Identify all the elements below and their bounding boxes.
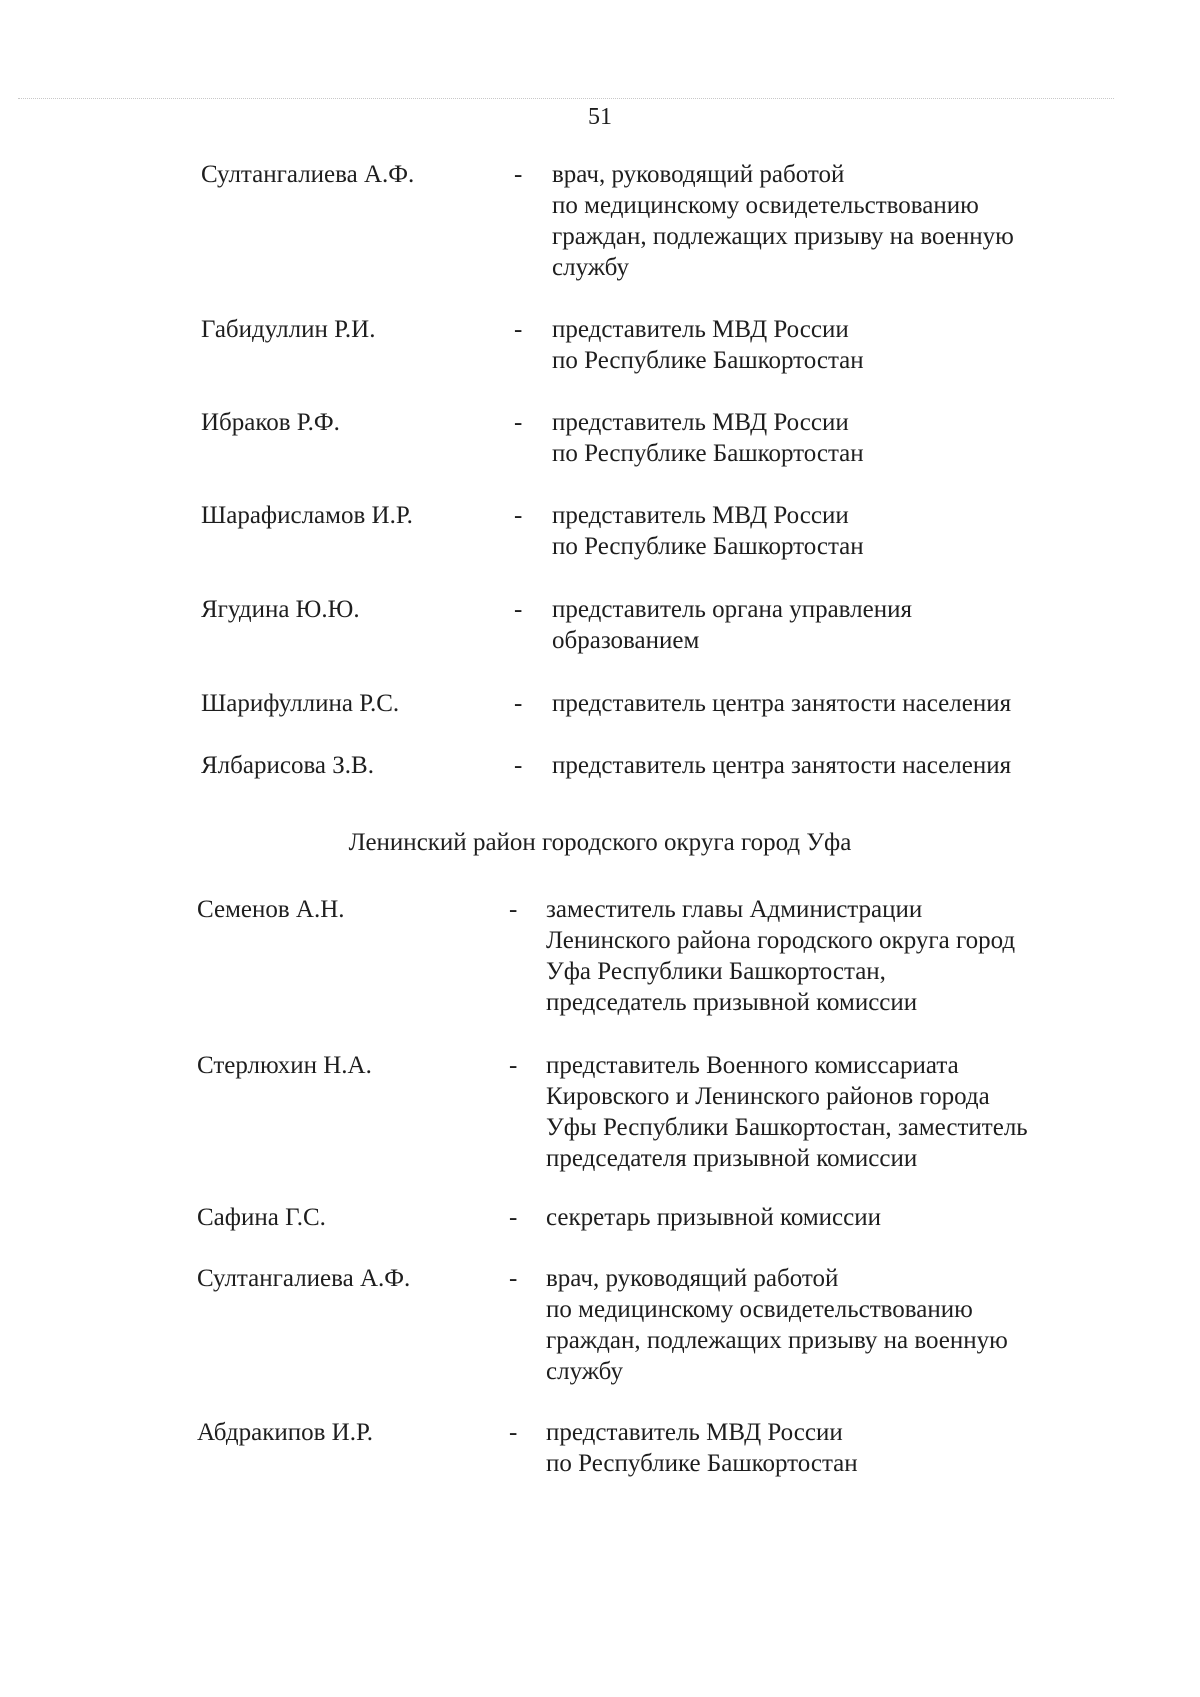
member-role: врач, руководящий работой по медицинскому освидетельствованию граждан, подлежащих призыву на военную службу bbox=[552, 161, 1014, 281]
scan-edge-line bbox=[18, 98, 1114, 99]
member-row bbox=[0, 688, 1200, 719]
separator-dash: - bbox=[509, 1265, 518, 1292]
member-name: Султангалиева А.Ф. bbox=[201, 161, 415, 188]
member-name: Ялбарисова З.В. bbox=[201, 752, 374, 779]
member-role: секретарь призывной комиссии bbox=[546, 1204, 882, 1231]
separator-dash: - bbox=[509, 896, 518, 923]
member-row bbox=[0, 314, 1200, 376]
member-row bbox=[0, 1417, 1200, 1479]
separator-dash: - bbox=[514, 690, 523, 717]
member-name: Сафина Г.С. bbox=[197, 1204, 326, 1231]
member-name: Султангалиева А.Ф. bbox=[197, 1265, 411, 1292]
member-row bbox=[0, 500, 1200, 562]
member-role: заместитель главы Администрации Ленинского района городского округа город Уфа Республики Башкортостан, председатель призывной комиссии bbox=[546, 896, 1016, 1016]
member-name: Габидуллин Р.И. bbox=[201, 316, 376, 343]
member-row bbox=[0, 407, 1200, 469]
member-name: Ибраков Р.Ф. bbox=[201, 409, 340, 436]
member-role: представитель МВД России по Республике Башкортостан bbox=[552, 316, 864, 374]
separator-dash: - bbox=[514, 596, 523, 623]
member-name: Абдракипов И.Р. bbox=[197, 1419, 373, 1446]
member-row bbox=[0, 1263, 1200, 1387]
member-role: представитель МВД России по Республике Башкортостан bbox=[552, 409, 864, 467]
separator-dash: - bbox=[514, 502, 523, 529]
separator-dash: - bbox=[514, 752, 523, 779]
separator-dash: - bbox=[514, 161, 523, 188]
separator-dash: - bbox=[514, 316, 523, 343]
member-row bbox=[0, 894, 1200, 1018]
member-role: представитель центра занятости населения bbox=[552, 752, 1012, 779]
section-title: Ленинский район городского округа город Уфа bbox=[348, 829, 852, 856]
separator-dash: - bbox=[514, 409, 523, 436]
member-name: Семенов А.Н. bbox=[197, 896, 345, 923]
member-row bbox=[0, 750, 1200, 781]
separator-dash: - bbox=[509, 1204, 518, 1231]
member-role: представитель МВД России по Республике Башкортостан bbox=[552, 502, 864, 560]
member-row bbox=[0, 594, 1200, 656]
separator-dash: - bbox=[509, 1052, 518, 1079]
member-role: врач, руководящий работой по медицинскому освидетельствованию граждан, подлежащих призыву на военную службу bbox=[546, 1265, 1008, 1385]
separator-dash: - bbox=[509, 1419, 518, 1446]
member-row bbox=[0, 1050, 1200, 1174]
member-name: Ягудина Ю.Ю. bbox=[201, 596, 360, 623]
member-name: Шарафисламов И.Р. bbox=[201, 502, 413, 529]
member-row bbox=[0, 159, 1200, 283]
member-role: представитель центра занятости населения bbox=[552, 690, 1012, 717]
member-row bbox=[0, 1202, 1200, 1233]
member-role: представитель Военного комиссариата Кировского и Ленинского районов города Уфы Республики Башкортостан, заместитель председателя призывной комиссии bbox=[546, 1052, 1028, 1172]
member-role: представитель органа управления образованием bbox=[552, 596, 912, 654]
page-number: 51 bbox=[588, 104, 612, 130]
member-name: Шарифуллина Р.С. bbox=[201, 690, 400, 717]
member-role: представитель МВД России по Республике Башкортостан bbox=[546, 1419, 858, 1477]
member-name: Стерлюхин Н.А. bbox=[197, 1052, 372, 1079]
